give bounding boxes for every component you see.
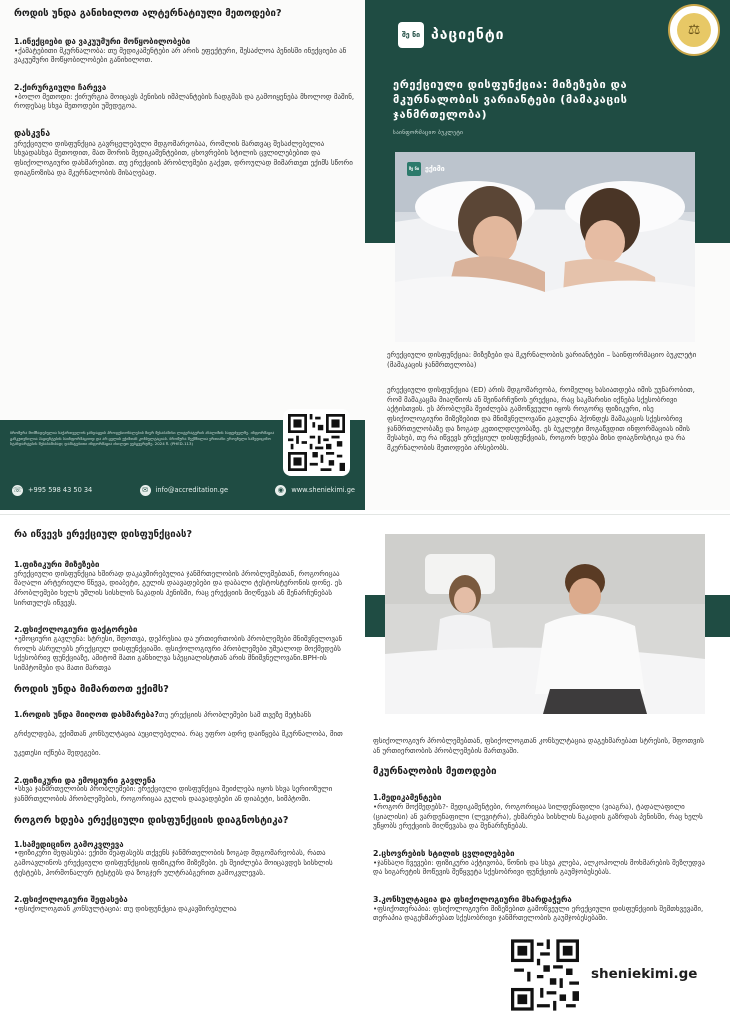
globe-icon: ◉	[275, 485, 286, 496]
cover-subtitle: საინფორმაციო ბუკლეტი	[393, 130, 464, 136]
treatment-heading: მკურნალობის მეთოდები	[373, 766, 497, 778]
medical-exam-text: •ფიზიკური შეფასება: ექიმი შეაფასებს თქვენს ჯანმრთელობის ზოგად მდგომარეობას, რათა გამოავლინოს ერექციული დისფუნქციის ფიზიკური მიზეზები. ეს შეიძლება მოიცავდეს სისხლის ტესტებს, ჰორმონალურ ტესტებს და ზოგჯერ ულტრაბგერით გამოკვლევას.	[14, 849, 333, 877]
page2-right-column	[365, 515, 730, 1024]
lifestyle-text: •ჯანსაღი ჩვევები: ფიზიკური აქტივობა, წონის და სხვა კლება, ალკოჰოლის მოხმარების შეზღუდვა და სიგარეტის მოწევის შეწყვეტა სქესობრივი ფუნქციის გაუმჯობესებას.	[373, 858, 705, 877]
email-address: info@accreditation.ge	[155, 486, 229, 494]
surgery-text: •ბოლო მეთოდი: ქირურგია მოიცავს პენისის იმპლანტების ჩადგმას და გამოიყენება მხოლოდ მაშინ, როდესაც სხვა მეთოდები უშედეგოა.	[14, 92, 355, 111]
alternative-methods-heading: როდის უნდა განიხილოთ ალტერნატიული მეთოდები?	[14, 8, 282, 19]
physical-emotional-text: •სხვა ჯანმრთელობის პრობლემები: ერექციული დისფუნქცია შეიძლება იყოს სხვა სერიოზული ჯანმრთელობის პრობლემების, როგორიცაა გულის დაავადებები ან დიაბეტი, სიმპტომი.	[14, 785, 333, 804]
medications-title: 1.მედიკამენტები	[373, 793, 442, 803]
psych-assessment-title: 2.ფსიქოლოგიური შეფასება	[14, 895, 128, 905]
consultation-text: •ფსიქოთერაპია: ფსიქოლოგიური მიზეზებით გამოწვეული ერექციული დისფუნქციის შემთხვევაში, თერაპია დაგეხმარებათ სქესობრივი ჯანმრთელობის გაუმჯობესებაში.	[373, 904, 704, 923]
scales-icon: ⚖	[677, 13, 711, 47]
couple-illustration	[395, 152, 695, 342]
upset-couple-photo	[385, 534, 705, 714]
brand-name: პაციენტი	[431, 27, 505, 43]
photo-tag	[407, 162, 445, 176]
brand-logo: შე ნი	[398, 22, 424, 48]
cover-caption: ერექციული დისფუნქცია: მიზეზები და მკურნალობის ვარიანტები – საინფორმაციო ბუკლეტი (მამაკაცის ჯანმრთელობა)	[387, 351, 697, 369]
qr-code-image	[288, 414, 345, 471]
causes-heading: რა იწვევს ერექციულ დისფუნქციას?	[14, 529, 193, 540]
phone-number: +995 598 43 50 34	[28, 486, 93, 494]
page2-left-column	[0, 515, 365, 1024]
qr-code[interactable]	[283, 409, 350, 476]
photo-tag-logo: შე ნი	[407, 162, 421, 176]
upset-couple-illustration	[385, 534, 705, 714]
physical-emotional-title: 2.ფიზიკური და ემოციური გავლენა	[14, 775, 156, 785]
lifestyle-title: 2.ცხოვრების სტილის ცვლილებები	[373, 849, 515, 858]
surgery-title: 2.ქირურგიული ჩარევა	[14, 83, 107, 93]
psychological-factors-title: 2.ფსიქოლოგიური ფაქტორები	[14, 625, 138, 635]
brochure-page-2	[0, 514, 730, 1024]
footer-note: ბროშურა მომზადებულია საქართველოს ჯანდაცვის პროფესიონალების მიერ შესაბამისი ლიტერატურის ანალიზის საფუძველზე. ინფორმაცია განკუთვნილია პაციენტების საინფორმაციოდ და არ ცვლის ექიმთან კონსულტაციას. ბროშურა შექმნილია ერთიანი ეროვნული სამედიცინო სტანდარტების შესაბამისად; დამატებითი ინფორმაცია იხილეთ ვებგვერდზე. 2024 წ. (PHED-113)	[10, 430, 275, 447]
phone-icon: ☏	[13, 485, 22, 494]
brochure-page-1	[0, 0, 730, 510]
phone-contact[interactable]	[12, 485, 92, 496]
when-get-help-title: 1.როდის უნდა მიიღოთ დახმარება?	[14, 709, 159, 719]
website-label[interactable]: sheniekimi.ge	[591, 966, 698, 982]
consultation-title: 3.კონსულტაცია და ფსიქოლოგიური მხარდაჭერა	[373, 895, 572, 905]
qr-code[interactable]	[511, 939, 579, 1011]
medications-text: •როგორ მოქმედებს?- მედიკამენტები, როგორიცაა სილდენაფილი (ვიაგრა), ტადალაფილი (ციალისი) ან ვარდენაფილი (ლევიტრა), ეხმარება სისხლის ნაკადის გაზრდას პენისში, რაც ხელს უწყობს ერექციის მიღწევასა და შენარჩუნებას.	[373, 803, 703, 831]
website-contact[interactable]	[275, 485, 355, 496]
when-get-help-text: თუ ერექციის პრობლემები სამ თვეზე მეტხანს გრძელდება, ექიმთან კონსულტაცია აუცილებელია. რაც უფრო ადრე დაიწყება მკურნალობა, მით უკეთესი იქნება შედეგები.	[14, 710, 343, 757]
intro-paragraph: ერექციული დისფუნქცია (ED) არის მდგომარეობა, რომელიც ხასიათდება იმის უუნარობით, რომ მამაკაცმა მიაღწიოს ან შეინარჩუნოს ერექცია, რაც საკმარისი იქნება სქესობრივი აქტისთვის. ეს პრობლემა შეიძლება გამოწვეული იყოს როგორც ფიზიკური, ისე ფსიქოლოგიური მიზეზებით და მნიშვნელოვანი გავლენა ჰქონდეს მამაკაცის სქესობრივ ჯანმრთელობაზე და ზოგად კეთილდღეობაზე. ეს ბუკლეტი მოგაწვდით ინფორმაციას იმის შესახებ, თუ რა იწვევს ერექციულ დისფუნქციას, როგორ ხდება მისი დიაგნოსტიკა და რა მკურნალობის მეთოდები არსებობს.	[387, 386, 695, 452]
email-contact[interactable]	[140, 485, 229, 496]
diagnosis-heading: როგორ ხდება ერექციული დისფუნქციის დიაგნოსტიკა?	[14, 814, 289, 826]
couple-in-bed-photo	[395, 152, 695, 342]
brand-row	[398, 22, 505, 48]
continued-paragraph: ფსიქოლოგიურ პრობლემებთან, ფსიქოლოგთან კონსულტაცია დაგეხმარებათ სტრესის, შფოთვის ან ურთიერთობის პრობლემების მართვაში.	[373, 737, 704, 755]
page1-right-column	[365, 0, 730, 510]
accreditation-seal	[668, 4, 720, 56]
website-url: www.sheniekimi.ge	[291, 486, 355, 494]
qr-code-image	[511, 939, 579, 1011]
medical-exam-title: 1.სამედიცინო გამოკვლევა	[14, 839, 124, 849]
physical-causes-text: ერექციული დისფუნქცია ხშირად დაკავშირებულია ჯანმრთელობის პრობლემებთან, როგორიცაა მაღალი არტერიული წნევა, დიაბეტი, გულის დაავადებები და დაბალი ტესტოსტერონის დონე. ეს პრობლემები ხელს უშლის სისხლის ნაკადის პენისში, რაც ერექციის მიღწევას ან შენარჩუნებას სირთულეს იწვევს.	[14, 569, 342, 607]
injections-title: 1.ინექციები და ვაკუუმური მოწყობილობები	[14, 36, 191, 46]
psychological-factors-text: •ემოციური გავლენა: სტრესი, შფოთვა, დეპრესია და ურთიერთობის პრობლემები მნიშვნელოვან როლს ასრულებს ერექციულ დისფუნქციაში. ფსიქოლოგიური პრობლემები უშუალოდ მოქმედებს სქესობრივ ფუნქციაზე, ამიტომ მათი განხილვა სპეციალისტთან არის მნიშვნელოვანი.BPH-ის სიმპტომები და მათი მართვა	[14, 635, 343, 673]
treatment-column	[373, 737, 713, 924]
conclusion-text: ერექციული დისფუნქცია გავრცელებული მდგომარეობაა, რომლის მართვაც შესაძლებელია სხვადასხვა მეთოდით, მათ შორის მედიკამენტებით, ცხოვრების სტილის ცვლილებებით და ფსიქოლოგიური დახმარებით. თუ ერექციის პრობლემები გაქვთ, დროულად მიმართეთ ექიმს სწორი დიაგნოზისა და მკურნალობის მისაღებად.	[14, 139, 353, 177]
photo-tag-label: ექიმი	[425, 165, 445, 173]
injections-text: •ქამატებითი მკურნალობა: თუ მედიკამენტები არ არის ეფექტური, შესაძლოა პენისში ინექციები ან ვაკუუმური მოწყობილობები განიხილოთ.	[14, 46, 347, 65]
physical-causes-title: 1.ფიზიკური მიზეზები	[14, 559, 100, 569]
psych-assessment-text: •ფსიქოლოგთან კონსულტაცია: თუ დისფუნქცია დაკავშირებულია	[14, 905, 237, 914]
when-see-doctor-heading: როდის უნდა მიმართოთ ექიმს?	[14, 683, 169, 695]
contact-bar	[0, 478, 365, 502]
cover-title: ერექციული დისფუნქცია: მიზეზები და მკურნალობის ვარიანტები (მამაკაცის ჯანმრთელობა)	[393, 78, 628, 121]
mail-icon: ✉	[140, 485, 151, 496]
conclusion-heading: დასკვნა	[14, 129, 51, 140]
